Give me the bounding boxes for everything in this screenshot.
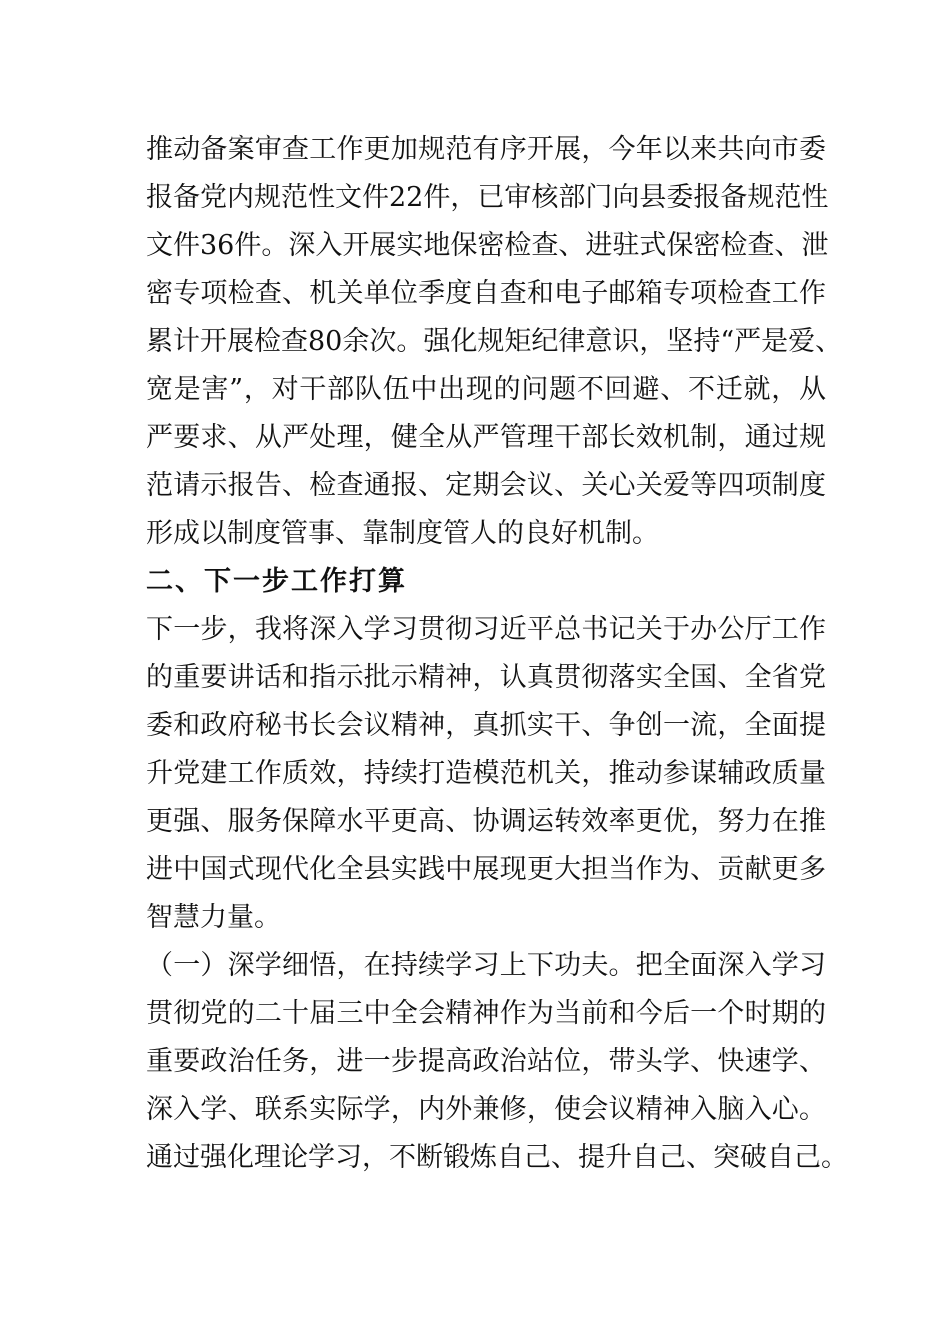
text-line: 下一步，我将深入学习贯彻习近平总书记关于办公厅工作 xyxy=(146,614,826,645)
text-line: 文件36件。深入开展实地保密检查、进驻式保密检查、泄 xyxy=(146,230,829,261)
text-line: 更强、服务保障水平更高、协调运转效率更优，努力在推 xyxy=(146,806,826,837)
text-line: 累计开展检查80余次。强化规矩纪律意识，坚持“严是爱、 xyxy=(146,326,843,357)
text-line: 报备党内规范性文件22件，已审核部门向县委报备规范性 xyxy=(146,182,829,213)
text-line: 形成以制度管事、靠制度管人的良好机制。 xyxy=(146,518,659,549)
text-line: 宽是害”，对干部队伍中出现的问题不回避、不迁就，从 xyxy=(146,374,826,405)
text-line: 的重要讲话和指示批示精神，认真贯彻落实全国、全省党 xyxy=(146,662,826,693)
section-heading: 二、下一步工作打算 xyxy=(146,566,407,597)
text-line: 委和政府秘书长会议精神，真抓实干、争创一流，全面提 xyxy=(146,710,826,741)
text-line: 范请示报告、检查通报、定期会议、关心关爱等四项制度 xyxy=(146,470,826,501)
text-line: （一）深学细悟，在持续学习上下功夫。把全面深入学习 xyxy=(146,950,826,981)
text-line: 进中国式现代化全县实践中展现更大担当作为、贡献更多 xyxy=(146,854,826,885)
text-line: 升党建工作质效，持续打造模范机关，推动参谋辅政质量 xyxy=(146,758,826,789)
text-line: 推动备案审查工作更加规范有序开展，今年以来共向市委 xyxy=(146,134,826,165)
text-line: 智慧力量。 xyxy=(146,902,281,933)
text-line: 贯彻党的二十届三中全会精神作为当前和今后一个时期的 xyxy=(146,998,826,1029)
text-line: 重要政治任务，进一步提高政治站位，带头学、快速学、 xyxy=(146,1046,826,1077)
text-line: 通过强化理论学习，不断锻炼自己、提升自己、突破自己。 xyxy=(146,1142,848,1173)
text-line: 严要求、从严处理，健全从严管理干部长效机制，通过规 xyxy=(146,422,826,453)
text-line: 密专项检查、机关单位季度自查和电子邮箱专项检查工作 xyxy=(146,278,826,309)
text-line: 深入学、联系实际学，内外兼修，使会议精神入脑入心。 xyxy=(146,1094,826,1125)
